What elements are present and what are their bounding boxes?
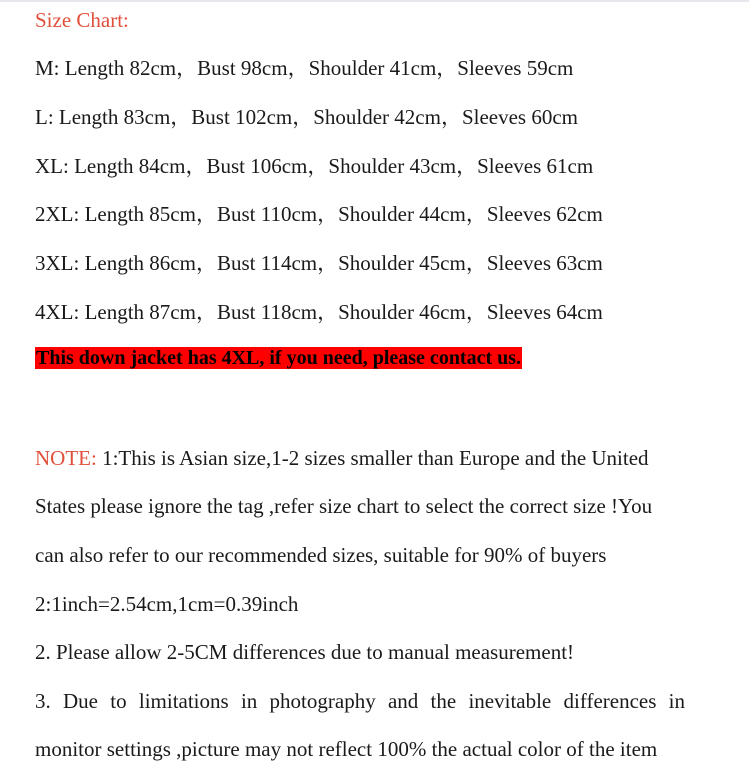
note-line-5: 2. Please allow 2-5CM differences due to manual measurement! [35,640,575,664]
size-row-4xl: 4XL: Length 87cm，Bust 118cm，Shoulder 46cm，Sleeves 64cm [35,300,603,324]
top-border [0,0,749,2]
size-row-3xl: 3XL: Length 86cm，Bust 114cm，Shoulder 45cm，Sleeves 63cm [35,251,603,275]
highlight-notice [35,342,522,374]
note-line-2: States please ignore the tag ,refer size chart to select the correct size !You [35,494,653,518]
highlight-text: This down jacket has 4XL, if you need, please contact us. [36,347,522,369]
note-label: NOTE: [35,446,97,470]
size-row-2xl: 2XL: Length 85cm，Bust 110cm，Shoulder 44cm，Sleeves 62cm [35,202,603,226]
size-chart-title: Size Chart: [35,8,129,32]
note-line-3: can also refer to our recommended sizes, suitable for 90% of buyers [35,543,607,567]
note-line-1-text: 1:This is Asian size,1-2 sizes smaller than Europe and the United [96,446,649,470]
size-row-xl: XL: Length 84cm，Bust 106cm，Shoulder 43cm，Sleeves 61cm [35,154,594,178]
size-row-m: M: Length 82cm，Bust 98cm，Shoulder 41cm，Sleeves 59cm [35,56,574,80]
size-row-l: L: Length 83cm，Bust 102cm，Shoulder 42cm，Sleeves 60cm [35,105,579,129]
note-line-6: 3. Due to limitations in photography and the inevitable differences in [35,689,685,713]
note-line-4: 2:1inch=2.54cm,1cm=0.39inch [35,592,299,616]
note-line-1 [35,445,649,471]
note-line-7: monitor settings ,picture may not reflect 100% the actual color of the item [35,737,658,761]
